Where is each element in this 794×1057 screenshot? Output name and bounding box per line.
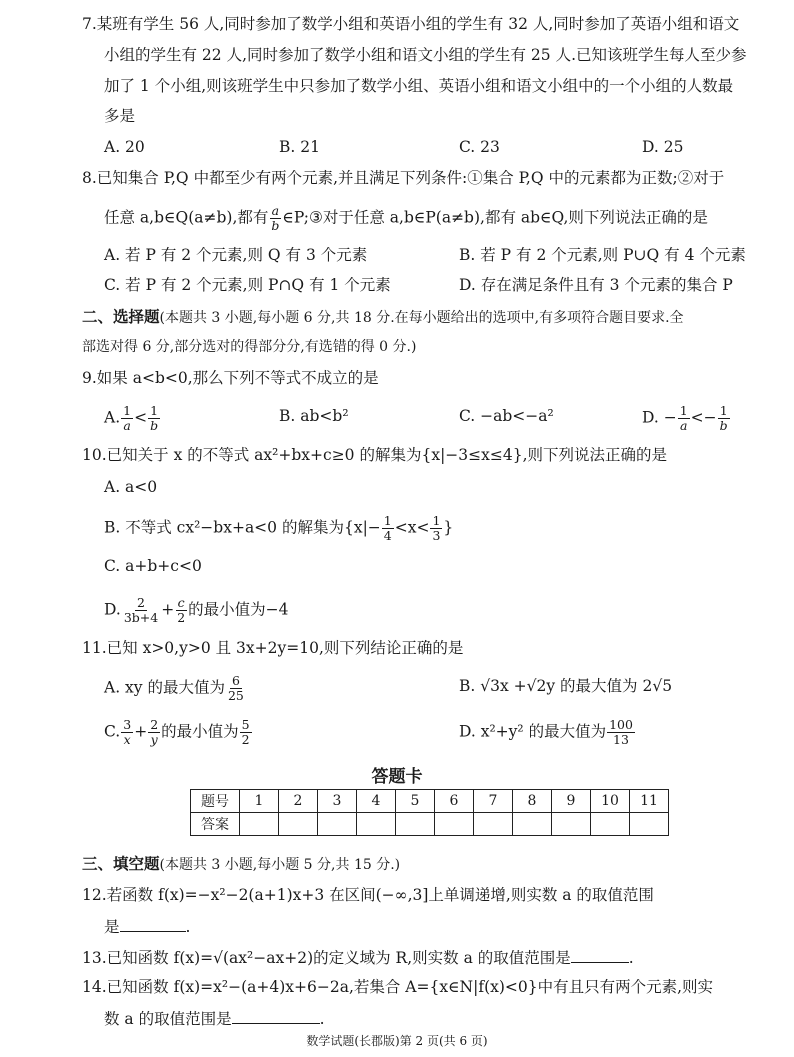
q9-d-num-1: 1 [679,403,688,418]
answer-cell[interactable] [435,813,474,836]
q10-stem: 10.已知关于 x 的不等式 ax²+bx+c≥0 的解集为{x|−3≤x≤4},则下列说法正确的是 [82,446,668,464]
q10-b-den-1: 4 [383,528,392,543]
q10-d-num-2: c [177,595,185,610]
q8-line-2-pre: 任意 a,b∈Q(a≠b),都有 [104,208,269,227]
answer-card-number: 11 [630,790,669,813]
q7-option-c: C. 23 [459,138,500,156]
q9-d-den-1: a [679,418,688,433]
answer-card-number: 1 [240,790,279,813]
q9-a-den-1: a [123,418,131,433]
q12-line-2 [104,915,190,937]
answer-cell[interactable] [318,813,357,836]
q12-line-2-pre: 是 [104,918,120,936]
q11-c-num-3: 5 [241,717,250,732]
q11-option-d [459,718,636,747]
answer-card-table [190,789,669,836]
q8-option-b: B. 若 P 有 2 个元素,则 P∪Q 有 4 个元素 [459,246,746,264]
q8-line-2 [104,204,708,233]
q13-pre: 13.已知函数 f(x)=√(ax²−ax+2)的定义域为 R,则实数 a 的取值范围是 [82,949,571,967]
q11-c-num-1: 3 [123,717,132,732]
answer-card-number: 9 [552,790,591,813]
q10-b-mid: <x< [394,518,430,537]
q7-line-4: 多是 [104,107,136,125]
q10-option-b [104,514,453,543]
section-3-header [82,854,400,875]
q10-option-c: C. a+b+c<0 [104,557,202,575]
q9-a-mid: < [134,408,148,427]
q9-a-num-1: 1 [123,403,132,418]
answer-card-number: 5 [396,790,435,813]
q9-d-label: D. − [642,408,677,427]
q11-a-num: 6 [231,673,240,688]
q14-line-2-post: . [319,1010,325,1028]
q9-option-d [642,404,731,433]
q10-b-den-2: 3 [432,528,441,543]
q7-line-3: 加了 1 个小组,则该班学生中只参加了数学小组、英语小组和语文小组中的一个小组的人数最 [104,77,734,95]
answer-cell[interactable] [552,813,591,836]
q11-c-den-3: 2 [241,732,250,747]
q11-d-pre: D. x²+y² 的最大值为 [459,722,607,741]
section-2-title: 二、选择题 [82,308,160,326]
section-3-desc: (本题共 3 小题,每小题 5 分,共 15 分.) [159,857,401,873]
q8-option-a: A. 若 P 有 2 个元素,则 Q 有 3 个元素 [104,246,368,264]
q9-d-num-2: 1 [719,403,728,418]
q11-a-pre: A. xy 的最大值为 [104,678,225,697]
answer-cell[interactable] [513,813,552,836]
answer-cell[interactable] [630,813,669,836]
q9-a-den-2: b [150,418,159,433]
q11-c-den-2: y [150,732,158,747]
answer-card-number: 2 [279,790,318,813]
q11-d-num: 100 [609,717,633,732]
q8-option-d: D. 存在满足条件且有 3 个元素的集合 P [459,276,733,294]
answer-cell[interactable] [240,813,279,836]
q13-answer-blank[interactable] [571,946,629,963]
q9-d-mid: <− [690,408,717,427]
q8-option-c: C. 若 P 有 2 个元素,则 P∩Q 有 1 个元素 [104,276,391,294]
q14-line-1: 14.已知函数 f(x)=x²−(a+4)x+6−2a,若集合 A={x∈N|f(x)<0}中有且只有两个元素,则实 [82,978,714,996]
q11-stem: 11.已知 x>0,y>0 且 3x+2y=10,则下列结论正确的是 [82,639,464,657]
answer-card-number: 4 [357,790,396,813]
q12-line-2-post: . [185,918,191,936]
q9-a-num-2: 1 [150,403,159,418]
q11-c-mid-2: 的最小值为 [161,722,239,741]
q11-c-mid: + [134,722,148,741]
q7-line-1: 7.某班有学生 56 人,同时参加了数学小组和英语小组的学生有 32 人,同时参加了英语小组和语文 [82,15,740,33]
q8-frac-den: b [271,218,280,233]
section-3-title: 三、填空题 [82,855,160,873]
section-2-header [82,307,684,328]
q10-b-pre: B. 不等式 cx²−bx+a<0 的解集为{x|− [104,518,381,537]
section-2-desc-2: 部选对得 6 分,部分选对的得部分分,有选错的得 0 分.) [82,339,417,355]
answer-cell[interactable] [279,813,318,836]
q14-line-2 [104,1007,325,1029]
q10-d-mid: + [161,600,175,619]
q12-answer-blank[interactable] [120,915,186,932]
q13-line [82,946,634,968]
answer-card-number-row [191,790,669,813]
answer-cell[interactable] [474,813,513,836]
q10-d-den-2: 2 [177,610,186,625]
q7-option-b: B. 21 [279,138,320,156]
q11-d-den: 13 [613,732,629,747]
q7-option-d: D. 25 [642,138,684,156]
q10-d-den-1: 3b+4 [123,610,159,625]
q9-d-den-2: b [719,418,728,433]
q10-option-a: A. a<0 [104,478,158,496]
q10-d-label: D. [104,600,121,619]
answer-cell[interactable] [357,813,396,836]
q9-a-label: A. [104,408,121,427]
q8-fraction [269,204,281,233]
q10-b-num-1: 1 [383,513,392,528]
q14-line-2-pre: 数 a 的取值范围是 [104,1010,232,1028]
q13-post: . [628,949,634,967]
q11-a-den: 25 [227,688,244,703]
answer-card-answer-row [191,813,669,836]
page-footer: 数学试题(长郡版)第 2 页(共 6 页) [306,1034,488,1048]
q8-line-2-post: ∈P;③对于任意 a,b∈P(a≠b),都有 ab∈Q,则下列说法正确的是 [282,208,708,227]
answer-card-number: 7 [474,790,513,813]
q7-line-2: 小组的学生有 22 人,同时参加了数学小组和语文小组的学生有 25 人.已知该班学生每人至少参 [104,46,747,64]
q12-line-1: 12.若函数 f(x)=−x²−2(a+1)x+3 在区间(−∞,3]上单调递增,则实数 a 的取值范围 [82,886,654,904]
q9-option-c: C. −ab<−a² [459,407,554,425]
q14-answer-blank[interactable] [232,1007,320,1024]
q7-option-a: A. 20 [104,138,145,156]
answer-card-number: 10 [591,790,630,813]
q11-c-label: C. [104,722,121,741]
section-2-desc-1: (本题共 3 小题,每小题 6 分,共 18 分.在每小题给出的选项中,有多项符合题目要求.全 [159,310,684,326]
q11-option-b: B. √3x +√2y 的最大值为 2√5 [459,677,673,695]
q9-stem: 9.如果 a<b<0,那么下列不等式不成立的是 [82,369,379,387]
q9-option-a [104,404,161,433]
q10-option-d [104,596,289,625]
q11-c-den-1: x [123,732,131,747]
answer-cell[interactable] [396,813,435,836]
answer-card-number: 8 [513,790,552,813]
answer-card-title: 答题卡 [371,767,423,787]
answer-card-number: 3 [318,790,357,813]
answer-card-answer-label: 答案 [191,813,240,836]
q11-c-num-2: 2 [150,717,159,732]
q10-b-post: } [443,518,454,537]
q10-b-num-2: 1 [432,513,441,528]
q10-d-num-1: 2 [137,595,145,610]
answer-cell[interactable] [591,813,630,836]
q11-option-a [104,674,247,703]
q8-line-1: 8.已知集合 P,Q 中都至少有两个元素,并且满足下列条件:①集合 P,Q 中的元素都为正数;②对于 [82,169,725,187]
q11-option-c [104,718,253,747]
q10-d-post: 的最小值为−4 [188,600,289,619]
answer-card-number: 6 [435,790,474,813]
answer-card-number-label: 题号 [191,790,240,813]
q9-option-b: B. ab<b² [279,407,349,425]
q8-frac-num: a [271,203,280,218]
